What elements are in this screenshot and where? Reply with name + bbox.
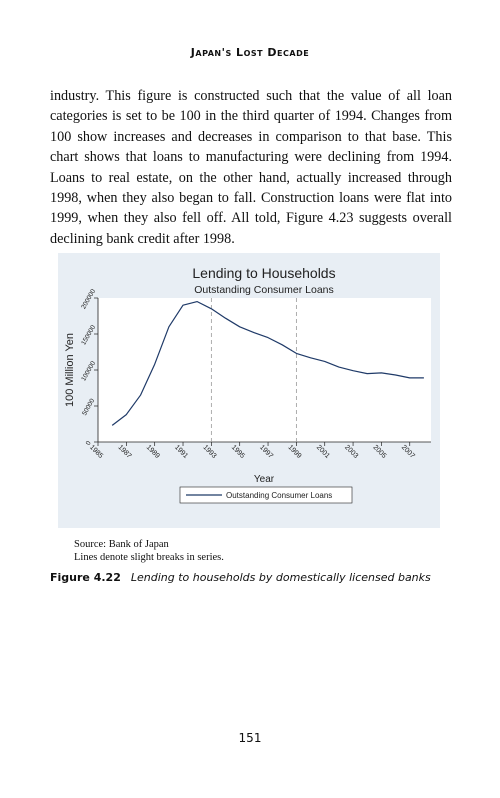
figure-caption — [50, 571, 431, 584]
x-tick-label: 2003 — [343, 443, 360, 460]
x-tick-label: 1999 — [286, 443, 303, 460]
y-tick-label: 100000 — [80, 360, 98, 383]
x-tick-label: 2007 — [399, 443, 416, 460]
x-tick-label: 2005 — [371, 443, 388, 460]
line-chart — [58, 253, 440, 528]
legend-label: Outstanding Consumer Loans — [226, 491, 333, 500]
x-tick-label: 1989 — [144, 443, 161, 460]
y-tick-label: 50000 — [81, 397, 97, 417]
y-tick-label: 150000 — [80, 324, 98, 347]
body-paragraph — [50, 86, 452, 249]
page-number: 151 — [238, 731, 262, 745]
break-note: Lines denote slight breaks in series. — [74, 552, 224, 563]
y-axis-label: 100 Million Yen — [64, 332, 76, 408]
x-axis-label: Year — [253, 474, 275, 485]
x-tick-label: 1995 — [229, 443, 246, 460]
plot-area — [98, 298, 431, 442]
source-line: Source: Bank of Japan — [74, 539, 169, 550]
x-tick-label: 1985 — [88, 443, 105, 460]
x-tick-label: 1991 — [173, 443, 190, 460]
running-head: Japan's Lost Decade — [190, 46, 310, 59]
y-tick-label: 0 — [84, 439, 93, 447]
x-tick-label: 1997 — [258, 443, 275, 460]
chart-panel — [58, 253, 440, 528]
x-tick-label: 2001 — [314, 443, 331, 460]
figure-title: Lending to households by domestically licensed banks — [130, 571, 431, 584]
y-tick-label: 200000 — [80, 288, 98, 311]
body-text: industry. This figure is constructed such that the value of all loan categories is set to be 100 in the third quarter of 1994. Changes from 100 show increases and decreases in comparison to that base. This chart shows that loans to manufacturing were declining from 1994. Loans to real estate, on the other hand, actually increased through 1998, when they also began to fall. Construction loans were flat into 1999, when they also fell off. All told, Figure 4.23 suggests overall declining bank credit after 1998. — [50, 88, 452, 247]
source-note — [74, 538, 224, 564]
x-tick-label: 1987 — [116, 443, 133, 460]
legend — [180, 487, 352, 503]
figure-label: Figure 4.22 — [50, 571, 121, 584]
chart-title: Lending to Households — [192, 265, 336, 281]
chart-subtitle: Outstanding Consumer Loans — [194, 284, 334, 296]
x-tick-label: 1993 — [201, 443, 218, 460]
